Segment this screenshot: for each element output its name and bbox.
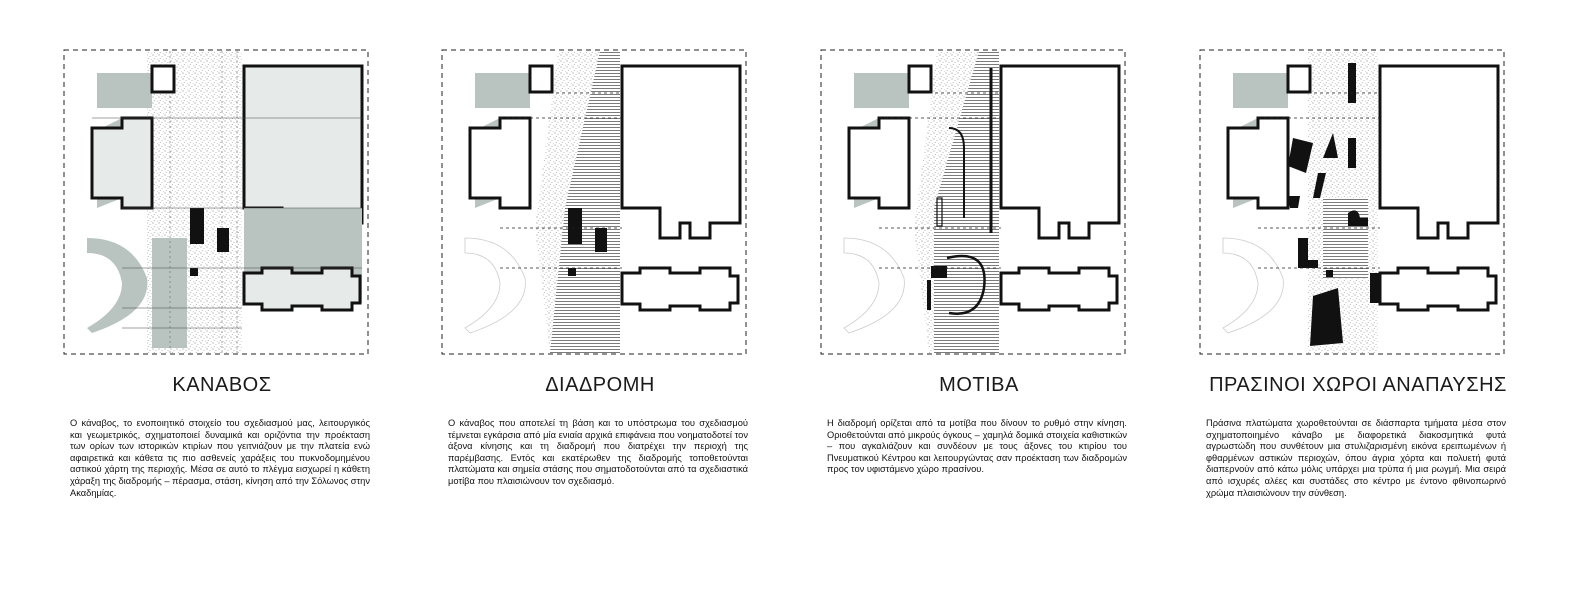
planter-11	[1370, 273, 1380, 303]
green-block-top	[97, 73, 152, 108]
panel-description: Η διαδρομή ορίζεται από τα μοτίβα που δίνουν το ρυθμό στην κίνηση. Οριοθετούνται από μικρούς όγκους – χαμηλά δομικά στοιχεία καθιστικών – που αγκαλιάζουν και συνδέουν με τους άξονες του κτιρίου του Πνευματικού Κέντρου και λειτουργώντας σαν προέκταση των διαδρομών προς τον υφιστάμενο χώρο πρασίνου.	[827, 418, 1127, 475]
tower	[1288, 66, 1310, 92]
building-right-lower	[1001, 268, 1117, 310]
building-right	[622, 66, 740, 238]
panel-kanavos	[62, 0, 392, 608]
panel-title: ΔΙΑΔΡΟΜΗ	[545, 374, 655, 396]
panel-description: Ο κάναβος, το ενοποιητικό στοιχείο του σχεδιασμού μας, λειτουργικός και γεωμετρικός, σχηματοποιεί δυναμικά και οριζόντια την προέκταση των ορίων των ιστορικών κτιρίων που γειτνιάζουν με την πλατεία ενώ αφαιρετικά και κάθετα τις πιο ασθενείς χαράξεις του πυκνοδομημένου αστικού χάρτη της περιοχής. Μέσα σε αυτό το πλέγμα εισχωρεί η κάθετη χάραξη της διαδρομής – πέρασμα, στάση, κίνηση από την Σόλωνος στην Ακαδημίας.	[70, 418, 370, 498]
tower	[909, 66, 931, 92]
green-block-top	[854, 73, 909, 108]
planter-1	[1348, 63, 1356, 103]
crescent-outline	[465, 238, 525, 333]
green-band	[152, 238, 187, 348]
building-left	[92, 118, 152, 208]
tower	[152, 66, 174, 92]
motif-strip	[927, 280, 931, 310]
plan-diagram-route	[440, 48, 750, 358]
green-crescent	[87, 238, 147, 333]
planter-9	[1326, 270, 1333, 277]
plan-diagram-motifs	[819, 48, 1129, 358]
panel-description: Ο κάναβος που αποτελεί τη βάση και το υπόστρωμα του σχεδιασμού τέμνεται εγκάρσια από μία ενιαία αρχικά επιφάνεια που νοηματοδοτεί τον άξονα κίνησης και τη διαδρομή που διατρέχει την περιοχή της παρέμβασης. Εντός και εκατέρωθεν της διαδρομής τοποθετούνται πλατώματα και σημεία στάσης που σηματοδοτούνται από τα σχεδιαστικά μοτίβα που πλαισιώνουν τον σχεδιασμό.	[448, 418, 748, 486]
planter-6	[1288, 196, 1300, 208]
building-left	[470, 118, 530, 208]
plan-diagram-green	[1198, 48, 1508, 358]
block-1	[568, 208, 582, 244]
building-left	[849, 118, 909, 208]
building-left	[1228, 118, 1288, 208]
building-right-lower	[244, 268, 360, 310]
building-right-lower	[622, 268, 738, 310]
block-3	[568, 268, 576, 276]
route-hatch	[1323, 198, 1368, 278]
planter-4	[1348, 138, 1356, 168]
panel-green-spaces	[1198, 0, 1528, 608]
block-2	[595, 228, 607, 252]
plan-diagram-grid	[62, 48, 372, 358]
crescent-outline	[844, 238, 904, 333]
building-right	[1380, 66, 1498, 238]
tower	[530, 66, 552, 92]
panel-title: ΜΟΤΙΒΑ	[939, 374, 1019, 396]
building-right	[1001, 66, 1119, 238]
panel-title: ΚΑΝΑΒΟΣ	[172, 374, 272, 396]
panel-title: ΠΡΑΣΙΝΟΙ ΧΩΡΟΙ ΑΝΑΠΑΥΣΗΣ	[1209, 374, 1507, 396]
planter-10	[1310, 288, 1343, 346]
block-1	[190, 208, 204, 244]
block-2	[217, 228, 229, 252]
building-right-lower	[1380, 268, 1496, 310]
crescent-outline	[1223, 238, 1283, 333]
panel-diadromi	[440, 0, 770, 608]
panel-motiva	[819, 0, 1149, 608]
green-block-top	[1233, 73, 1288, 108]
panel-description: Πράσινα πλατώματα χωροθετούνται σε διάσπαρτα τμήματα μέσα στον σχηματοποιημένο κάναβο με διαφορετικά διακοσμητικά φυτά αγρωστώδη που συνθέτουν μια στυλιζαρισμένη εικόνα ερειπωμένων ή φθαρμένων αστικών περιοχών, όπου άγρια χόρτα και πολυετή φυτά διαπερνούν από κάτω μόλις υπάρχει μια τρύπα ή μια ρωγμή. Μια σειρά από ισχυρές αλέες και συστάδες στο κέντρο με έντονο φθινοπωρινό χρώμα πλαισιώνουν την σύνθεση.	[1206, 418, 1506, 498]
block-3	[190, 268, 198, 276]
green-block-top	[475, 73, 530, 108]
